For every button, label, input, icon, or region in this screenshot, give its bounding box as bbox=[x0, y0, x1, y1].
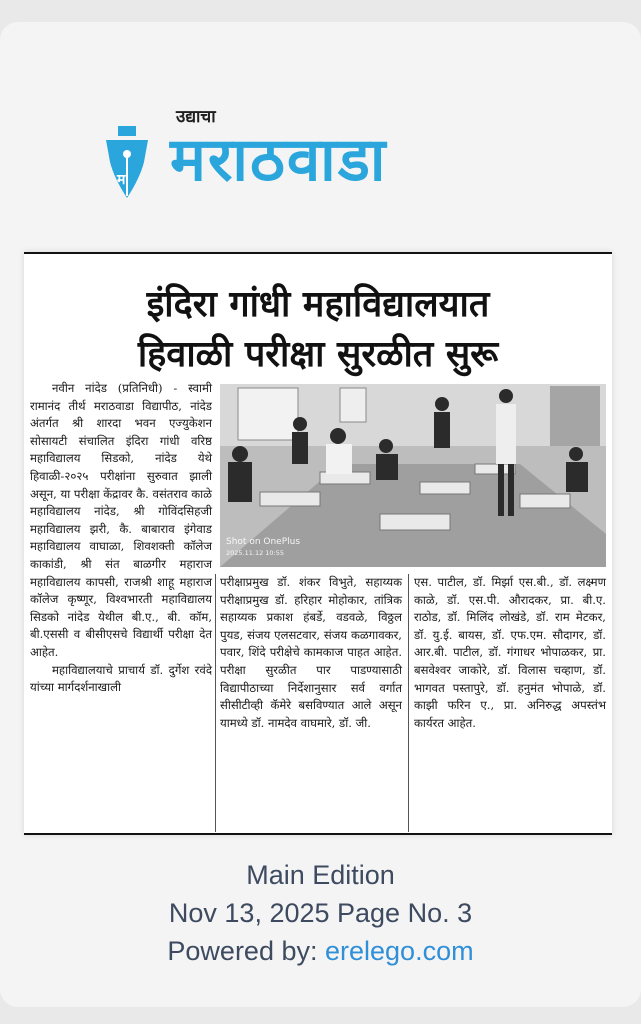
article-column-1 bbox=[30, 380, 212, 697]
powered-by-link[interactable]: erelego.com bbox=[325, 936, 474, 966]
exam-hall-photo bbox=[220, 384, 606, 567]
edition-name: Main Edition bbox=[246, 860, 395, 890]
edition-footer bbox=[0, 856, 641, 970]
masthead-tagline: उद्याचा bbox=[176, 107, 216, 127]
edition-date-page: Nov 13, 2025 Page No. 3 bbox=[168, 898, 473, 928]
column-divider-1 bbox=[215, 574, 216, 832]
column-1-paragraph-1: नवीन नांदेड (प्रतिनिधी) - स्वामी रामानंद तीर्थ मराठवाडा विद्यापीठ, नांदेड अंतर्गत श्री शारदा भवन एज्युकेशन सोसायटी संचालित इंदिरा गांधी वरिष्ठ महाविद्यालय सिडको, नांदेड येथे हिवाळी-२०२५ परीक्षांना सुरुवात झाली असून, या परीक्षा केंद्रावर कै. वसंतराव काळे महाविद्यालय नांदेड, श्री गोविंदसिहजी महाविद्यालय झरी, कै. बाबाराव इंगेवाड महाविद्यालय वाघाळा, शिवशक्ती कॉलेज काकांडी, श्री संत बाळगीर महाराज महाविद्यालय कापसी, राजश्री शाहू महाराज कॉलेज कृष्णूर, विश्वभारती महाविद्यालय सिडको नांदेड येथील बी.ए., बी. कॉम, बी.एससी व बीसीएसचे विद्यार्थी परीक्षा देत आहेत. bbox=[30, 381, 212, 659]
headline-line-1: इंदिरा गांधी महाविद्यालयात bbox=[146, 284, 490, 325]
masthead bbox=[100, 100, 560, 210]
photo-watermark bbox=[226, 537, 300, 559]
photo-caption: Shot on OnePlus bbox=[226, 537, 301, 547]
bottom-rule bbox=[24, 833, 612, 835]
powered-by-label: Powered by: bbox=[167, 936, 325, 966]
newspaper-clipping bbox=[24, 252, 612, 835]
article-headline bbox=[24, 280, 612, 380]
fountain-pen-nib-icon bbox=[104, 126, 150, 200]
column-1-paragraph-2: महाविद्यालयाचे प्राचार्य डॉ. दुर्गेश रवंदे यांच्या मार्गदर्शनाखाली bbox=[30, 662, 212, 695]
article-column-3 bbox=[414, 574, 606, 732]
column-3-text: एस. पाटील, डॉ. मिर्झा एस.बी., डॉ. लक्ष्मण काळे, डॉ. एस.पी. औरादकर, प्रा. बी.ए. राठोड, डॉ. मिलिंद लोखंडे, डॉ. राम मेटकर, डॉ. यु.ई. बायस, डॉ. एफ.एम. सौदागर, डॉ. आर.बी. पाटील, डॉ. गंगाधर भोपाळकर, प्रा. बसवेश्वर जाकोरे, डॉ. विलास चव्हाण, डॉ. भागवत पस्तापुरे, डॉ. हनुमंत भोपाळे, डॉ. काझी फरिन ए., प्रा. अनिरुद्ध अपस्तंभ कार्यरत आहेत. bbox=[414, 575, 606, 730]
headline-line-2: हिवाळी परीक्षा सुरळीत सुरू bbox=[137, 334, 499, 375]
photo-timestamp: 2025.11.12 10:55 bbox=[226, 549, 285, 557]
article-column-2 bbox=[220, 574, 402, 732]
powered-by bbox=[0, 932, 641, 970]
masthead-brand: मराठवाडा bbox=[170, 125, 388, 195]
column-2-text: परीक्षाप्रमुख डॉ. शंकर विभुते, सहाय्यक परीक्षाप्रमुख डॉ. हरिहार मोहोकार, तांत्रिक सहाय्यक प्रकाश हंबर्डे, वडवळे, विठ्ठल पुयड, संजय एलसटवार, संजय कळगावकर, पवार, शिंदे परीक्षेचे कामकाज पाहत आहेत. परीक्षा सुरळीत पार पाडण्यासाठी विद्यापीठाच्या निर्देशानुसार सर्व वर्गात सीसीटीव्ही कॅमेरे बसविण्यात आले असून यामध्ये डॉ. नामदेव वाघमारे, डॉ. जी. bbox=[220, 575, 402, 730]
top-rule bbox=[24, 252, 612, 254]
svg-text:म: म bbox=[117, 172, 126, 188]
column-divider-2 bbox=[408, 574, 409, 832]
